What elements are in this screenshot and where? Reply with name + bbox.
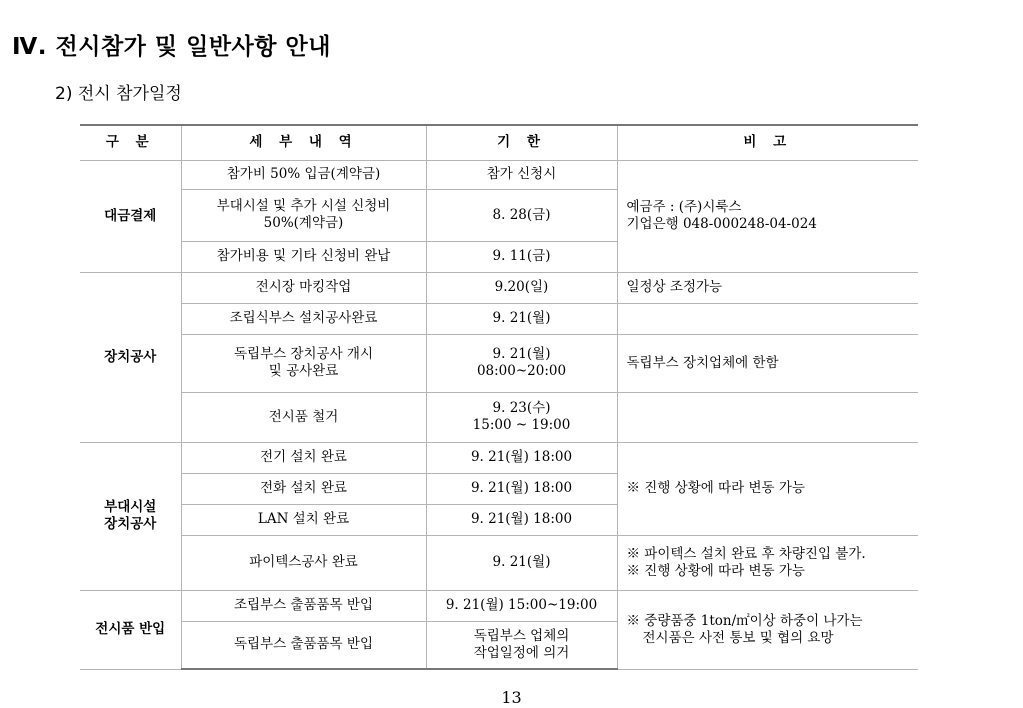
schedule-table (80, 124, 918, 670)
detail-line: 및 공사완료 (268, 363, 339, 379)
deadline-line: 독립부스 업체의 (473, 627, 570, 644)
deadline-cell (426, 392, 617, 442)
group-facilities (80, 442, 181, 590)
table-row (80, 334, 918, 392)
table-row (80, 590, 918, 621)
deadline-cell (426, 334, 617, 392)
deadline-cell: 9. 21(월) 18:00 (426, 442, 617, 473)
detail-cell (181, 334, 426, 392)
note-line: ※ 파이텍스 설치 완료 후 차량진입 불가. (626, 545, 866, 562)
deadline-line: 9. 21(월) (492, 346, 551, 362)
detail-cell: 파이텍스공사 완료 (181, 535, 426, 590)
table-header-row (80, 125, 918, 160)
detail-cell: 전화 설치 완료 (181, 473, 426, 504)
note-facilities: ※ 진행 상황에 따라 변동 가능 (617, 442, 918, 535)
table-row (80, 442, 918, 473)
header-note: 비 고 (617, 125, 918, 160)
detail-cell (181, 189, 426, 241)
table-row (80, 303, 918, 334)
deadline-line: 08:00~20:00 (476, 363, 567, 379)
note-payment (617, 160, 918, 272)
detail-line: 부대시설 및 추가 시설 신청비 (216, 198, 391, 214)
note-line: ※ 진행 상황에 따라 변동 가능 (626, 562, 805, 579)
deadline-cell: 9. 21(월) (426, 535, 617, 590)
deadline-line: 15:00 ~ 19:00 (472, 417, 571, 433)
section-subtitle: 2) 전시 참가일정 (55, 84, 182, 104)
note-line: ※ 중량품중 1ton/㎡이상 하중이 나가는 (626, 612, 863, 629)
detail-cell: 독립부스 출품품목 반입 (181, 621, 426, 669)
detail-cell: 전시장 마킹작업 (181, 272, 426, 303)
detail-cell: 전시품 철거 (181, 392, 426, 442)
page-number: 13 (501, 688, 522, 707)
section-title: Ⅳ. 전시참가 및 일반사항 안내 (12, 34, 331, 60)
note-move-in (617, 590, 918, 669)
deadline-cell: 9. 21(월) 15:00~19:00 (426, 590, 617, 621)
detail-cell: 조립부스 출품품목 반입 (181, 590, 426, 621)
table-row (80, 535, 918, 590)
header-deadline: 기 한 (426, 125, 617, 160)
group-line: 부대시설 (104, 499, 157, 515)
detail-cell: 전기 설치 완료 (181, 442, 426, 473)
note-line: 전시품은 사전 통보 및 협의 요망 (642, 629, 834, 646)
deadline-line: 9. 23(수) (492, 400, 551, 416)
note-cell (617, 535, 918, 590)
deadline-cell: 9. 21(월) 18:00 (426, 504, 617, 535)
header-detail: 세 부 내 역 (181, 125, 426, 160)
deadline-cell: 9. 11(금) (426, 241, 617, 272)
table-row (80, 160, 918, 189)
table-row (80, 392, 918, 442)
detail-line: 50%(계약금) (263, 215, 344, 231)
detail-cell: LAN 설치 완료 (181, 504, 426, 535)
note-line: 기업은행 048-000248-04-024 (626, 216, 817, 232)
detail-cell: 조립식부스 설치공사완료 (181, 303, 426, 334)
note-line: 예금주 : (주)시룩스 (626, 199, 742, 215)
note-cell: 일정상 조정가능 (617, 272, 918, 303)
deadline-line: 작업일정에 의거 (473, 644, 570, 661)
detail-line: 독립부스 장치공사 개시 (234, 346, 373, 362)
deadline-cell (426, 621, 617, 669)
deadline-cell: 9. 21(월) 18:00 (426, 473, 617, 504)
group-payment: 대금결제 (80, 160, 181, 272)
deadline-cell: 8. 28(금) (426, 189, 617, 241)
group-line: 장치공사 (104, 516, 157, 532)
header-category: 구 분 (80, 125, 181, 160)
note-cell (617, 392, 918, 442)
note-cell: 독립부스 장치업체에 한함 (617, 334, 918, 392)
detail-cell: 참가비 50% 입금(계약금) (181, 160, 426, 189)
note-cell (617, 303, 918, 334)
group-construction: 장치공사 (80, 272, 181, 442)
group-move-in: 전시품 반입 (80, 590, 181, 669)
detail-cell: 참가비용 및 기타 신청비 완납 (181, 241, 426, 272)
deadline-cell: 참가 신청시 (426, 160, 617, 189)
deadline-cell: 9. 21(월) (426, 303, 617, 334)
deadline-cell: 9.20(일) (426, 272, 617, 303)
table-row (80, 272, 918, 303)
